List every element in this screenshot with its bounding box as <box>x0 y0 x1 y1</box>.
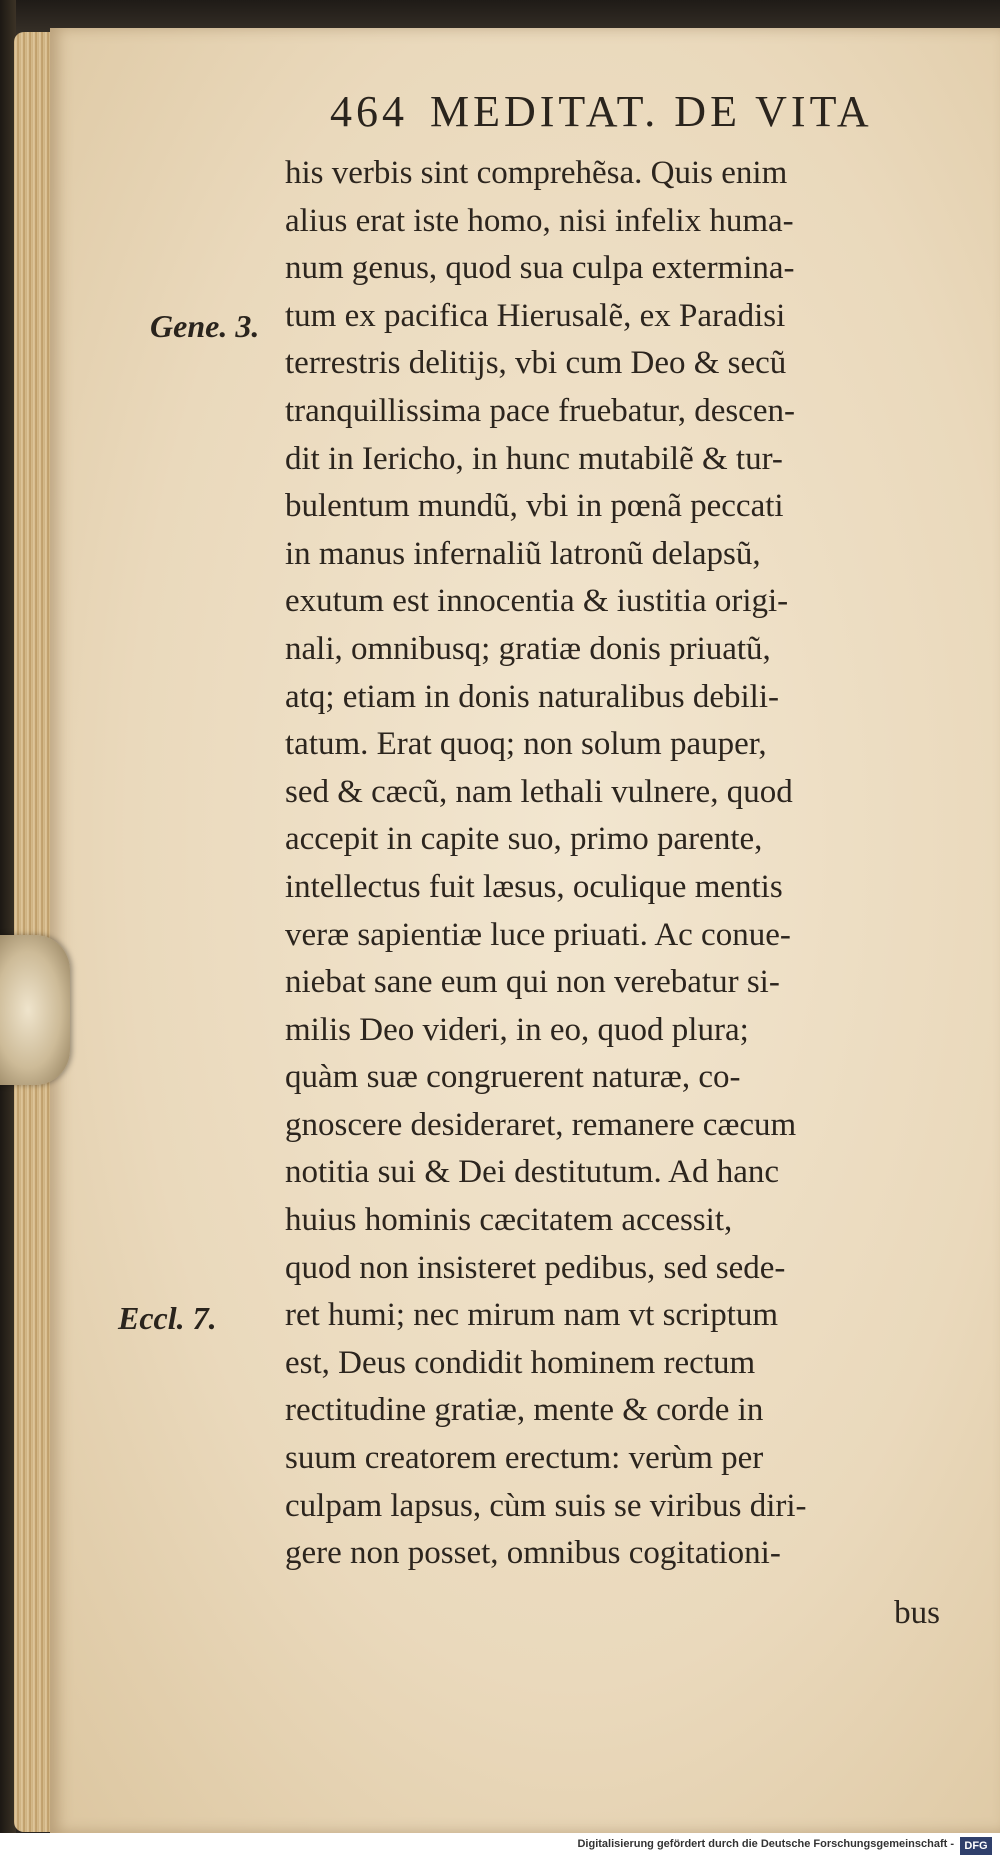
text-line: suum creatorem erectum: verùm per <box>285 1440 764 1477</box>
text-line: sed & cæcũ, nam lethali vulnere, quod <box>285 773 793 810</box>
text-line: veræ sapientiæ luce priuati. Ac conue- <box>285 916 791 953</box>
digitization-credit: Digitalisierung gefördert durch die Deutsche Forschungsgemeinschaft - <box>577 1838 954 1850</box>
text-line: num genus, quod sua culpa extermina- <box>285 250 795 287</box>
text-line: rectitudine gratiæ, mente & corde in <box>285 1392 764 1429</box>
text-line: huius hominis cæcitatem accessit, <box>285 1202 733 1239</box>
running-title: MEDITAT. DE VITA <box>430 87 873 136</box>
text-line: tranquillissima pace fruebatur, descen- <box>285 392 795 429</box>
text-line: milis Deo videri, in eo, quod plura; <box>285 1011 749 1048</box>
text-line: tatum. Erat quoq; non solum pauper, <box>285 726 767 763</box>
text-line: bulentum mundũ, vbi in pœnã peccati <box>285 488 784 525</box>
text-line: tum ex pacifica Hierusalẽ, ex Paradisi <box>285 297 786 334</box>
text-line: est, Deus condidit hominem rectum <box>285 1344 756 1381</box>
text-line: quàm suæ congruerent naturæ, co- <box>285 1059 741 1096</box>
text-line: quod non insisteret pedibus, sed sede- <box>285 1249 786 1286</box>
page-number: 464 <box>330 87 408 136</box>
margin-note-eccl: Eccl. 7. <box>118 1300 217 1336</box>
book-clasp <box>0 935 70 1085</box>
text-line: his verbis sint comprehẽsa. Quis enim <box>285 155 788 191</box>
text-line: notitia sui & Dei destitutum. Ad hanc <box>285 1154 780 1191</box>
catchword: bus <box>894 1595 940 1631</box>
text-line: gnoscere desideraret, remanere cæcum <box>285 1106 797 1143</box>
text-line: gere non posset, omnibus cogitationi- <box>285 1535 781 1572</box>
text-line: nali, omnibusq; gratiæ donis priuatũ, <box>285 630 771 667</box>
text-line: culpam lapsus, cùm suis se viribus diri- <box>285 1487 807 1524</box>
text-line: in manus infernaliũ latronũ delapsũ, <box>285 535 761 572</box>
text-line: ret humi; nec mirum nam vt scriptum <box>285 1297 779 1334</box>
text-line: atq; etiam in donis naturalibus debili- <box>285 678 779 715</box>
text-line: niebat sane eum qui non verebatur si- <box>285 964 780 1001</box>
page-edges <box>14 32 54 1832</box>
text-line: intellectus fuit læsus, oculique mentis <box>285 868 783 905</box>
text-line: terrestris delitijs, vbi cum Deo & secũ <box>285 345 787 382</box>
text-line: exutum est innocentia & iustitia origi- <box>285 583 789 620</box>
margin-note-gene: Gene. 3. <box>150 308 260 344</box>
text-line: dit in Iericho, in hunc mutabilẽ & tur- <box>285 440 783 477</box>
body-text <box>285 150 975 1578</box>
dfg-logo: DFG <box>960 1837 992 1855</box>
text-line: alius erat iste homo, nisi infelix huma- <box>285 202 794 239</box>
running-head <box>330 86 873 137</box>
text-line: accepit in capite suo, primo parente, <box>285 821 763 858</box>
